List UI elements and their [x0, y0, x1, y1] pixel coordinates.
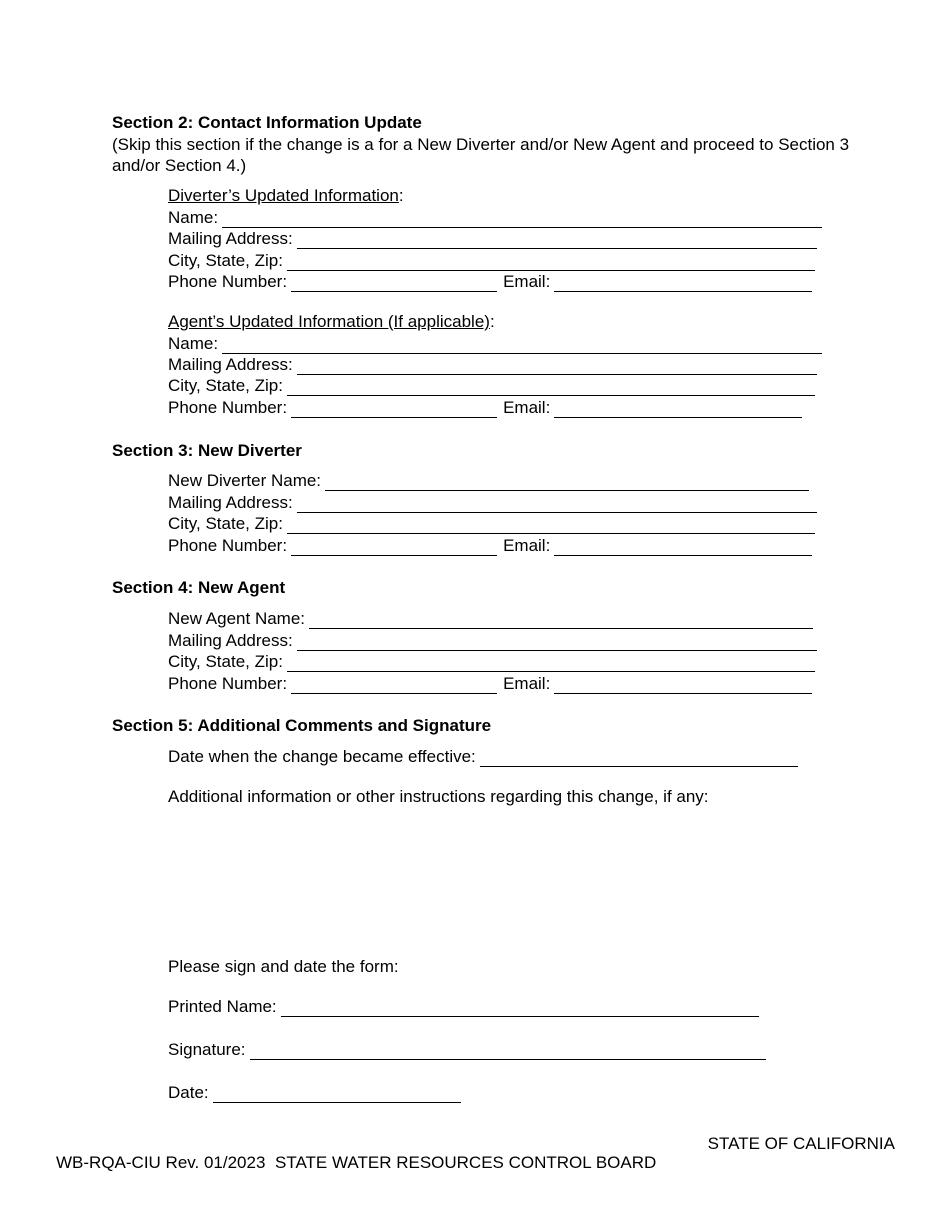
section2-heading: Section 2: Contact Information Update [112, 113, 422, 132]
agent-phone-field[interactable] [291, 402, 497, 418]
new-agent-city-label: City, State, Zip: [168, 652, 283, 671]
new-diverter-name-label: New Diverter Name: [168, 471, 322, 490]
effective-date-label: Date when the change became effective: [168, 747, 476, 766]
agent-info-title-text: Agent’s Updated Information (If applicable) [168, 312, 490, 331]
new-agent-mailing-row [168, 631, 817, 651]
new-agent-phone-field[interactable] [291, 678, 497, 694]
diverter-mailing-label: Mailing Address: [168, 229, 293, 248]
agent-phone-label: Phone Number: [168, 398, 288, 417]
diverter-info-title-text: Diverter’s Updated Information [168, 186, 399, 205]
agent-email-field[interactable] [554, 402, 802, 418]
new-agent-city-row [168, 652, 815, 672]
agent-city-label: City, State, Zip: [168, 376, 283, 395]
diverter-city-label: City, State, Zip: [168, 251, 283, 270]
diverter-info-title [168, 186, 404, 206]
agent-phone-row [168, 398, 802, 418]
new-agent-email-field[interactable] [554, 678, 812, 694]
date-field[interactable] [213, 1087, 461, 1103]
diverter-info-title-colon: : [398, 186, 404, 205]
printed-name-field[interactable] [281, 1001, 759, 1017]
new-diverter-city-field[interactable] [287, 518, 815, 534]
sign-prompt: Please sign and date the form: [168, 957, 399, 976]
new-diverter-city-label: City, State, Zip: [168, 514, 283, 533]
section4-heading: Section 4: New Agent [112, 578, 286, 597]
additional-info-label: Additional information or other instructions regarding this change, if any: [168, 787, 709, 806]
diverter-name-row [168, 208, 822, 228]
date-label: Date: [168, 1083, 209, 1102]
new-diverter-name-row [168, 471, 809, 491]
new-diverter-mailing-row [168, 493, 817, 513]
new-agent-name-label: New Agent Name: [168, 609, 306, 628]
agent-name-row [168, 334, 822, 354]
agent-name-label: Name: [168, 334, 219, 353]
new-diverter-phone-row [168, 536, 812, 556]
agent-mailing-label: Mailing Address: [168, 355, 293, 374]
diverter-email-label: Email: [503, 272, 551, 291]
agent-city-row [168, 376, 815, 396]
diverter-city-field[interactable] [287, 255, 815, 271]
date-row [168, 1083, 461, 1103]
agent-info-title-colon: : [489, 312, 495, 331]
agent-info-title [168, 312, 495, 332]
new-diverter-phone-field[interactable] [291, 540, 497, 556]
additional-info-area[interactable] [168, 812, 832, 942]
diverter-phone-row [168, 272, 812, 292]
agent-mailing-field[interactable] [297, 359, 817, 375]
new-diverter-mailing-field[interactable] [297, 497, 817, 513]
printed-name-label: Printed Name: [168, 997, 277, 1016]
diverter-name-label: Name: [168, 208, 219, 227]
agent-city-field[interactable] [287, 380, 815, 396]
agent-email-label: Email: [503, 398, 551, 417]
footer-form-id: WB-RQA-CIU Rev. 01/2023 [56, 1153, 266, 1172]
new-diverter-name-field[interactable] [325, 475, 809, 491]
diverter-mailing-field[interactable] [297, 233, 817, 249]
effective-date-row [168, 747, 798, 767]
footer-board: STATE WATER RESOURCES CONTROL BOARD [275, 1153, 657, 1172]
diverter-city-row [168, 251, 815, 271]
new-diverter-email-label: Email: [503, 536, 551, 555]
new-agent-mailing-label: Mailing Address: [168, 631, 293, 650]
new-diverter-email-field[interactable] [554, 540, 812, 556]
signature-row [168, 1040, 766, 1060]
agent-mailing-row [168, 355, 817, 375]
signature-label: Signature: [168, 1040, 246, 1059]
new-agent-email-label: Email: [503, 674, 551, 693]
effective-date-field[interactable] [480, 751, 798, 767]
new-agent-phone-label: Phone Number: [168, 674, 288, 693]
new-diverter-mailing-label: Mailing Address: [168, 493, 293, 512]
new-agent-mailing-field[interactable] [297, 635, 817, 651]
new-diverter-phone-label: Phone Number: [168, 536, 288, 555]
new-agent-city-field[interactable] [287, 656, 815, 672]
printed-name-row [168, 997, 759, 1017]
new-agent-name-row [168, 609, 813, 629]
section3-heading: Section 3: New Diverter [112, 441, 302, 460]
footer-state: STATE OF CALIFORNIA [707, 1134, 895, 1153]
new-agent-name-field[interactable] [309, 613, 813, 629]
new-diverter-city-row [168, 514, 815, 534]
diverter-email-field[interactable] [554, 276, 812, 292]
diverter-phone-label: Phone Number: [168, 272, 288, 291]
signature-field[interactable] [250, 1044, 766, 1060]
new-agent-phone-row [168, 674, 812, 694]
section5-heading: Section 5: Additional Comments and Signature [112, 716, 492, 735]
agent-name-field[interactable] [222, 338, 822, 354]
diverter-phone-field[interactable] [291, 276, 497, 292]
section2-note: (Skip this section if the change is a for a New Diverter and/or New Agent and proceed to Section 3 and/or Section 4.) [112, 135, 850, 175]
diverter-name-field[interactable] [222, 212, 822, 228]
diverter-mailing-row [168, 229, 817, 249]
